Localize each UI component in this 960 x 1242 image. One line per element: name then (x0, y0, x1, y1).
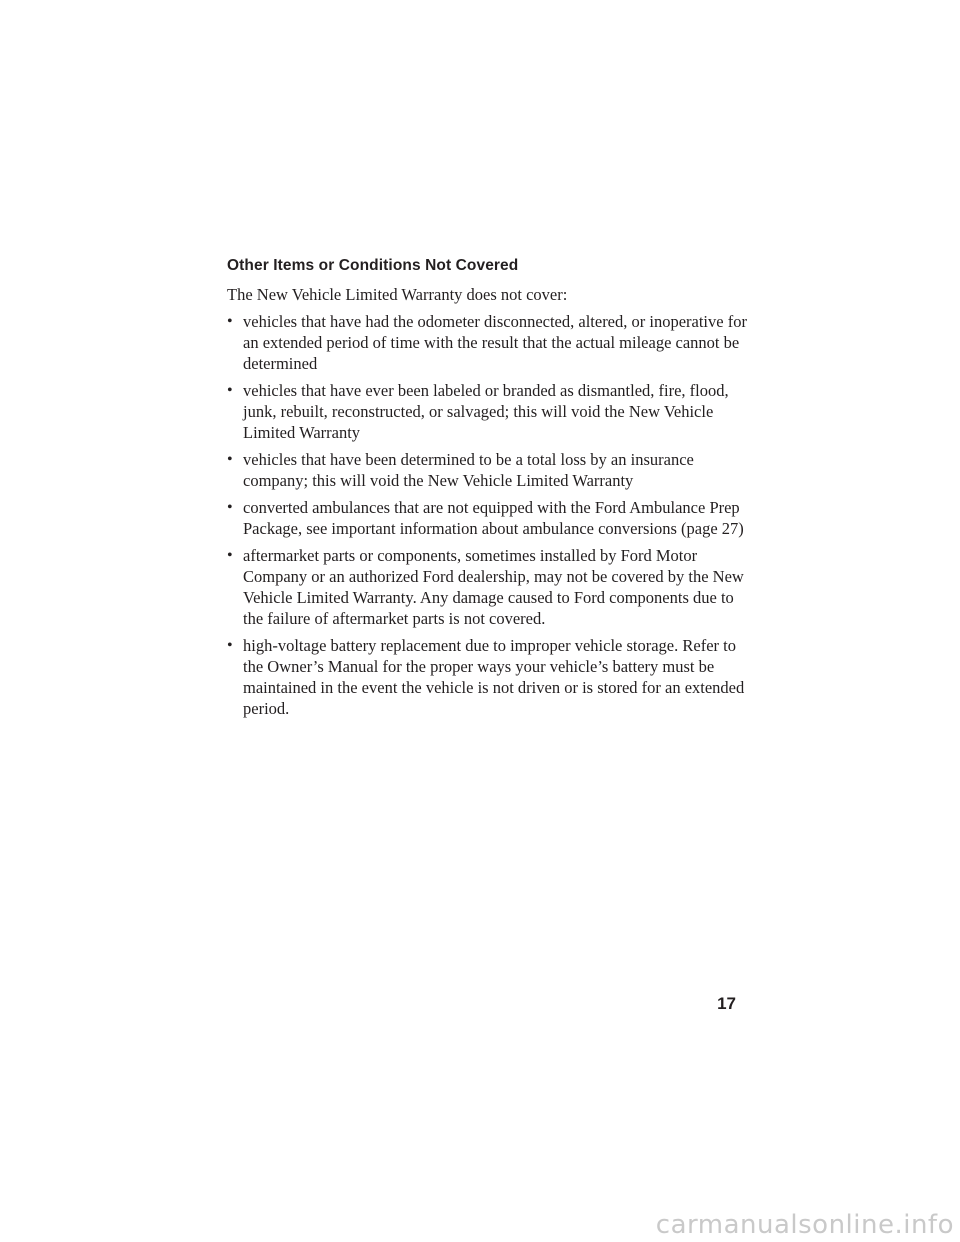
section-heading: Other Items or Conditions Not Covered (227, 257, 519, 274)
not-covered-list (227, 311, 747, 719)
list-item-text: vehicles that have had the odometer disconnected, altered, or inoperative for an extended period of time with the result that the actual mileage cannot be determined (243, 312, 747, 373)
list-item (227, 311, 747, 374)
list-item-text: vehicles that have ever been labeled or branded as dismantled, fire, flood, junk, rebuilt, reconstructed, or salvaged; this will void the New Vehicle Limited Warranty (243, 381, 729, 442)
bullet-icon: • (227, 451, 233, 468)
list-item (227, 497, 747, 539)
list-item-text: vehicles that have been determined to be a total loss by an insurance company; this will void the New Vehicle Limited Warranty (243, 450, 694, 490)
list-item (227, 449, 747, 491)
list-item (227, 545, 747, 629)
warranty-section (227, 256, 747, 725)
bullet-icon: • (227, 499, 233, 516)
watermark-text: carmanualsonline.info (655, 1210, 954, 1240)
bullet-icon: • (227, 547, 233, 564)
list-item-text: converted ambulances that are not equipped with the Ford Ambulance Prep Package, see important information about ambulance conversions (page 27) (243, 498, 744, 538)
section-intro: The New Vehicle Limited Warranty does not cover: (227, 285, 568, 304)
bullet-icon: • (227, 313, 233, 330)
list-item (227, 380, 747, 443)
bullet-icon: • (227, 382, 233, 399)
watermark (0, 1210, 960, 1240)
list-item-text: aftermarket parts or components, sometimes installed by Ford Motor Company or an authorized Ford dealership, may not be covered by the New Vehicle Limited Warranty. Any damage caused to Ford components due to the failure of aftermarket parts is not covered. (243, 546, 744, 628)
list-item (227, 635, 747, 719)
list-item-text: high-voltage battery replacement due to improper vehicle storage. Refer to the Owner’s Manual for the proper ways your vehicle’s battery must be maintained in the event the vehicle is not driven or is stored for an extended period. (243, 636, 745, 718)
page-number: 17 (717, 994, 736, 1013)
bullet-icon: • (227, 637, 233, 654)
